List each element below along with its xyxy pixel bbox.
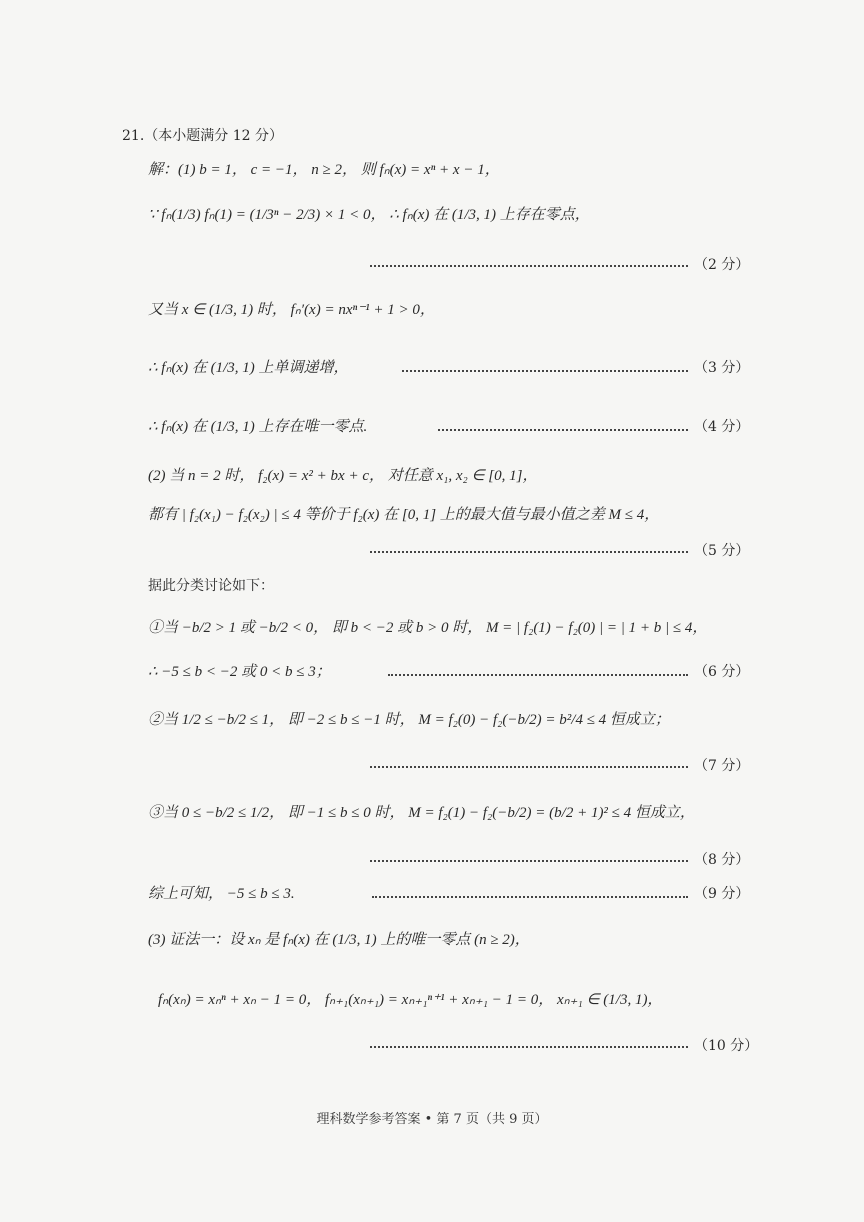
score-mark: （2 分） — [694, 257, 750, 273]
solution-line-2: ∵ fₙ(1/3) fₙ(1) = (1/3ⁿ − 2/3) × 1 < 0， ∴ fₙ(x) 在 (1/3, 1) 上存在零点， — [148, 207, 590, 223]
solution-line-3: 又当 x ∈ (1/3, 1) 时， fₙ′(x) = nxⁿ⁻¹ + 1 > 0， — [148, 302, 435, 318]
solution-line-8: 据此分类讨论如下： — [148, 578, 274, 594]
dot-leader — [438, 429, 688, 431]
dot-leader — [402, 370, 688, 372]
solution-line-14: (3) 证法一：设 xₙ 是 fₙ(x) 在 (1/3, 1) 上的唯一零点 (n ≥ 2)， — [148, 932, 530, 948]
dot-leader — [370, 766, 688, 768]
score-mark: （10 分） — [694, 1038, 759, 1054]
score-mark: （8 分） — [694, 852, 750, 868]
solution-line-5: ∴ fₙ(x) 在 (1/3, 1) 上存在唯一零点. — [148, 419, 368, 435]
score-mark: （6 分） — [694, 664, 750, 680]
dot-leader — [388, 674, 688, 676]
dot-leader — [370, 860, 688, 862]
solution-line-6: (2) 当 n = 2 时， f₂(x) = x² + bx + c， 对任意 x₁, x₂ ∈ [0, 1]， — [148, 468, 538, 484]
solution-line-11: ②当 1/2 ≤ −b/2 ≤ 1， 即 −2 ≤ b ≤ −1 时， M = f₂(0) − f₂(−b/2) = b²/4 ≤ 4 恒成立； — [148, 712, 670, 728]
solution-line-15: fₙ(xₙ) = xₙⁿ + xₙ − 1 = 0， fₙ₊₁(xₙ₊₁) = xₙ₊₁ⁿ⁺¹ + xₙ₊₁ − 1 = 0， xₙ₊₁ ∈ (1/3, 1)， — [158, 992, 663, 1008]
dot-leader — [372, 896, 688, 898]
dot-leader — [370, 265, 688, 267]
score-mark: （5 分） — [694, 543, 750, 559]
score-mark: （9 分） — [694, 886, 750, 902]
solution-line-4: ∴ fₙ(x) 在 (1/3, 1) 上单调递增， — [148, 360, 349, 376]
score-mark: （3 分） — [694, 360, 750, 376]
solution-line-7: 都有 | f₂(x₁) − f₂(x₂) | ≤ 4 等价于 f₂(x) 在 [0, 1] 上的最大值与最小值之差 M ≤ 4， — [148, 507, 660, 523]
problem-header: 21.（本小题满分 12 分） — [122, 128, 283, 144]
solution-line-10: ∴ −5 ≤ b < −2 或 0 < b ≤ 3； — [148, 664, 331, 680]
score-mark: （7 分） — [694, 758, 750, 774]
dot-leader — [370, 1046, 688, 1048]
dot-leader — [370, 551, 688, 553]
solution-line-9: ①当 −b/2 > 1 或 −b/2 < 0， 即 b < −2 或 b > 0 时， M = | f₂(1) − f₂(0) | = | 1 + b | ≤ 4， — [148, 620, 708, 636]
page-footer: 理科数学参考答案 • 第 7 页（共 9 页） — [316, 1112, 548, 1127]
solution-line-13: 综上可知， −5 ≤ b ≤ 3. — [148, 886, 295, 902]
score-mark: （4 分） — [694, 419, 750, 435]
solution-line-12: ③当 0 ≤ −b/2 ≤ 1/2， 即 −1 ≤ b ≤ 0 时， M = f₂(1) − f₂(−b/2) = (b/2 + 1)² ≤ 4 恒成立， — [148, 805, 695, 821]
solution-line-1: 解：(1) b = 1， c = −1， n ≥ 2， 则 fₙ(x) = xⁿ + x − 1， — [148, 162, 500, 178]
